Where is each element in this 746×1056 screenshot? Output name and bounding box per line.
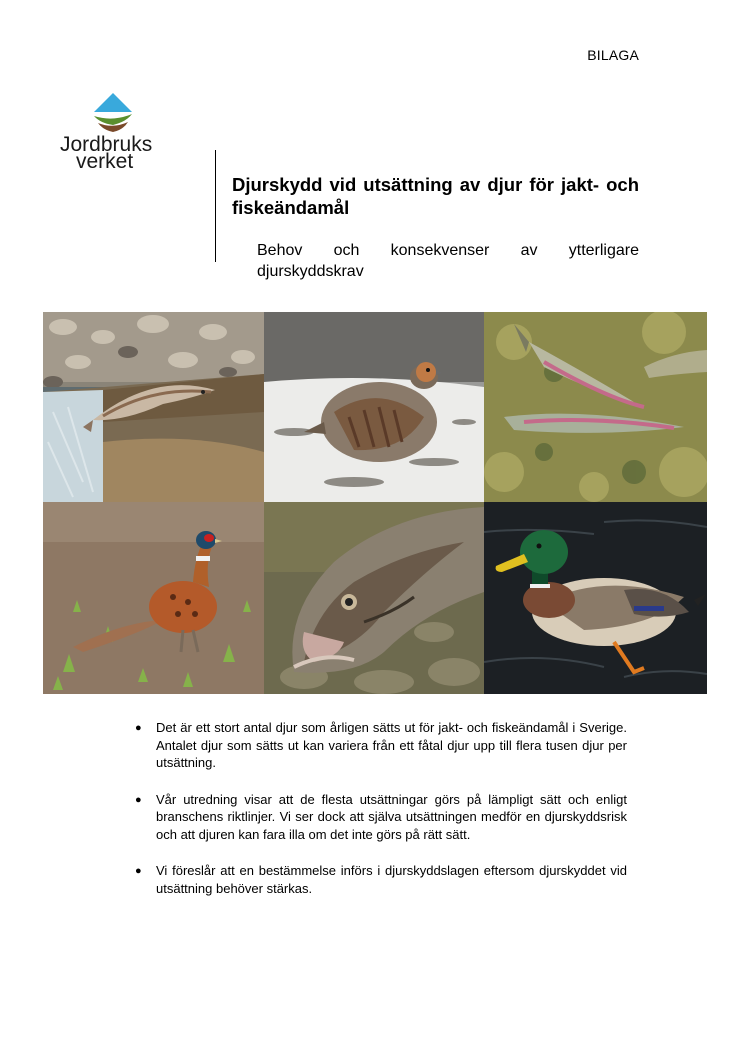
photo-salmon-jumping [43, 312, 264, 502]
jordbruksverket-logo [60, 92, 180, 182]
logo-line-2: verket [76, 150, 134, 173]
photo-salmon-head [264, 502, 484, 694]
photo-pheasant [43, 502, 264, 694]
bullet-item [135, 862, 627, 897]
document-subtitle: Behov och konsekvenser av ytterligare djurskyddskrav [257, 242, 639, 280]
photo-partridge [264, 312, 484, 502]
photo-trout-in-water [484, 312, 707, 502]
bilaga-label: BILAGA [587, 47, 639, 63]
bullet-text: Vi föreslår att en bestämmelse införs i djurskyddslagen eftersom djurskyddet vid utsättning behöver stärkas. [156, 863, 627, 896]
document-title: Djurskydd vid utsättning av djur för jakt- och fiskeändamål [232, 174, 639, 218]
bullet-item [135, 791, 627, 844]
bullet-dot-icon: ● [135, 865, 142, 877]
summary-bullets [135, 719, 627, 916]
bullet-item [135, 719, 627, 772]
photo-mallard-duck [484, 502, 707, 694]
header-divider [215, 150, 216, 262]
bullet-dot-icon: ● [135, 793, 142, 806]
logo-line-1: Jordbruks [60, 133, 153, 156]
logo-mark-icon [92, 92, 134, 134]
photo-grid [43, 312, 707, 694]
bullet-text: Det är ett stort antal djur som årligen sätts ut för jakt- och fiskeändamål i Sverige. Antalet djur som sätts ut kan variera från ett fåtal djur upp till flera tusen djur per utsättning. [156, 720, 627, 770]
bullet-dot-icon: ● [135, 722, 142, 734]
bullet-text: Vår utredning visar att de flesta utsättningar görs på lämpligt sätt och enligt branschens riktlinjer. Vi ser dock att själva utsättningen medför en djurskyddsrisk och att djuren kan fara illa om det inte görs på rätt sätt. [156, 791, 627, 842]
logo-wordmark [60, 133, 180, 173]
